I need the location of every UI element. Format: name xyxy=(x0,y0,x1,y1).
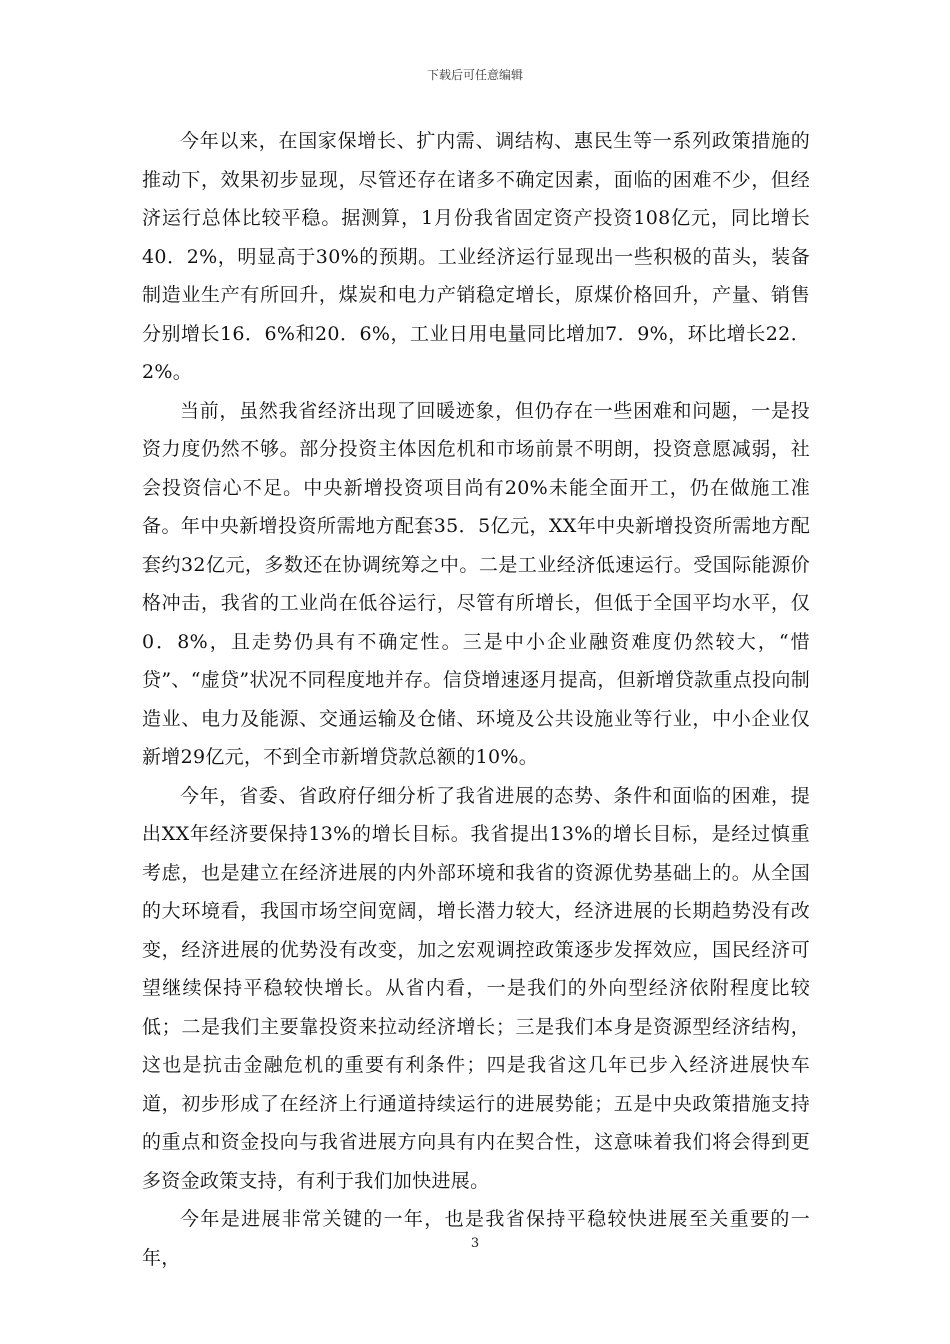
paragraph-1: 今年以来，在国家保增长、扩内需、调结构、惠民生等一系列政策措施的推动下，效果初步显现，尽管还存在诸多不确定因素，面临的困难不少，但经济运行总体比较平稳。据测算，1月份我省固定资产投资108亿元，同比增长40．2%，明显高于30%的预期。工业经济运行显现出一些积极的苗头，装备制造业生产有所回升，煤炭和电力产销稳定增长，原煤价格回升，产量、销售分别增长16．6%和20．6%，工业日用电量同比增加7．9%，环比增长22．2%。 xyxy=(142,130,810,383)
paragraph-4: 今年是进展非常关键的一年，也是我省保持平稳较快进展至关重要的一年， xyxy=(142,1208,810,1269)
page-header: 下载后可任意编辑 xyxy=(426,68,523,82)
paragraph-2: 当前，虽然我省经济出现了回暖迹象，但仍存在一些困难和问题，一是投资力度仍然不够。部分投资主体因危机和市场前景不明朗，投资意愿减弱，社会投资信心不足。中央新增投资项目尚有20%未能全面开工，仍在做施工准备。年中央新增投资所需地方配套35．5亿元，XX年中央新增投资所需地方配套约32亿元，多数还在协调统筹之中。二是工业经济低速运行。受国际能源价格冲击，我省的工业尚在低谷运行，尽管有所增长，但低于全国平均水平，仅0．8%，且走势仍具有不确定性。三是中小企业融资难度仍然较大，“惜贷”、“虚贷”状况不同程度地并存。信贷增速逐月提高，但新增贷款重点投向制造业、电力及能源、交通运输及仓储、环境及公共设施业等行业，中小企业仅新增29亿元，不到全市新增贷款总额的10%。 xyxy=(142,399,810,768)
paragraph-3: 今年，省委、省政府仔细分析了我省进展的态势、条件和面临的困难，提出XX年经济要保持13%的增长目标。我省提出13%的增长目标，是经过慎重考虑，也是建立在经济进展的内外部环境和我省的资源优势基础上的。从全国的大环境看，我国市场空间宽阔，增长潜力较大，经济进展的长期趋势没有改变，经济进展的优势没有改变，加之宏观调控政策逐步发挥效应，国民经济可望继续保持平稳较快增长。从省内看，一是我们的外向型经济依附程度比较低；二是我们主要靠投资来拉动经济增长；三是我们本身是资源型经济结构，这也是抗击金融危机的重要有利条件；四是我省这几年已步入经济进展快车道，初步形成了在经济上行通道持续运行的进展势能；五是中央政策措施支持的重点和资金投向与我省进展方向具有内在契合性，这意味着我们将会得到更多资金政策支持，有利于我们加快进展。 xyxy=(142,784,810,1192)
document-body xyxy=(142,122,810,1277)
page-number: 3 xyxy=(470,1236,480,1251)
